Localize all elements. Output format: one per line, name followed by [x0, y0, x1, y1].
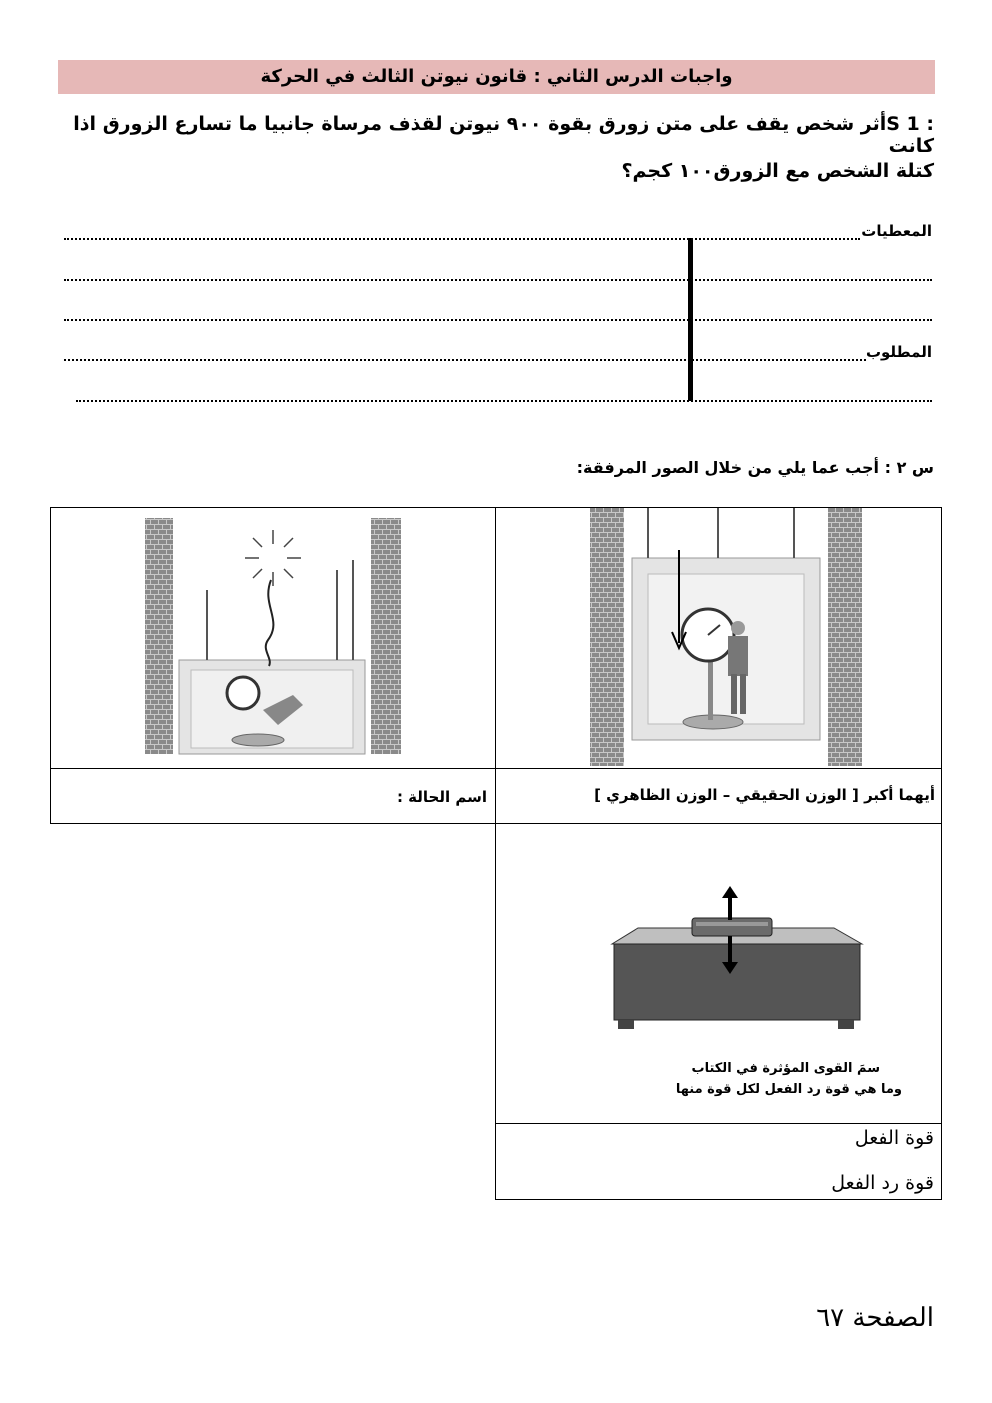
book-caption-line1: سمَ القوى المؤثرة في الكتاب — [691, 1061, 880, 1076]
q2-prompt: س ٢ : أجب عما يلي من خلال الصور المرفقة: — [576, 458, 934, 477]
answer-line — [64, 279, 932, 281]
answer-line — [76, 400, 932, 402]
required-label: المطلوب — [865, 343, 932, 361]
table-border — [50, 507, 51, 824]
q1-line2: كتلة الشخص مع الزورق١٠٠ كجم؟ — [621, 160, 934, 182]
answer-line — [64, 359, 866, 361]
elevator-standing-illustration — [588, 508, 862, 766]
table-border — [495, 507, 496, 1200]
table-border — [495, 1199, 942, 1200]
given-label: المعطيات — [861, 222, 932, 240]
table-border — [941, 507, 942, 1200]
book-caption-line2: وما هي قوة رد الفعل لكل قوة منها — [675, 1082, 902, 1097]
answer-line — [64, 319, 932, 321]
table-border — [50, 823, 942, 824]
answer-line — [64, 238, 860, 240]
table-border — [495, 1123, 942, 1124]
reaction-force-label: قوة رد الفعل — [831, 1172, 934, 1194]
weight-question: أيهما أكبر [ الوزن الحقيقي – الوزن الظاهري ] — [594, 786, 935, 804]
action-force-label: قوة الفعل — [854, 1127, 934, 1149]
elevator-falling-illustration — [143, 510, 403, 756]
book-on-table-illustration — [608, 880, 864, 1032]
divider-line — [688, 238, 693, 401]
case-name-label: اسم الحالة : — [396, 788, 487, 806]
page-title: واجبات الدرس الثاني : قانون نيوتن الثالث في الحركة — [260, 66, 733, 87]
table-border — [50, 768, 942, 769]
q1-line1: : 1 Sأثر شخص يقف على متن زورق بقوة ٩٠٠ نيوتن لقذف مرساة جانبيا ما تسارع الزورق اذا كانت — [73, 113, 934, 157]
page-number: الصفحة ٦٧ — [816, 1303, 934, 1333]
